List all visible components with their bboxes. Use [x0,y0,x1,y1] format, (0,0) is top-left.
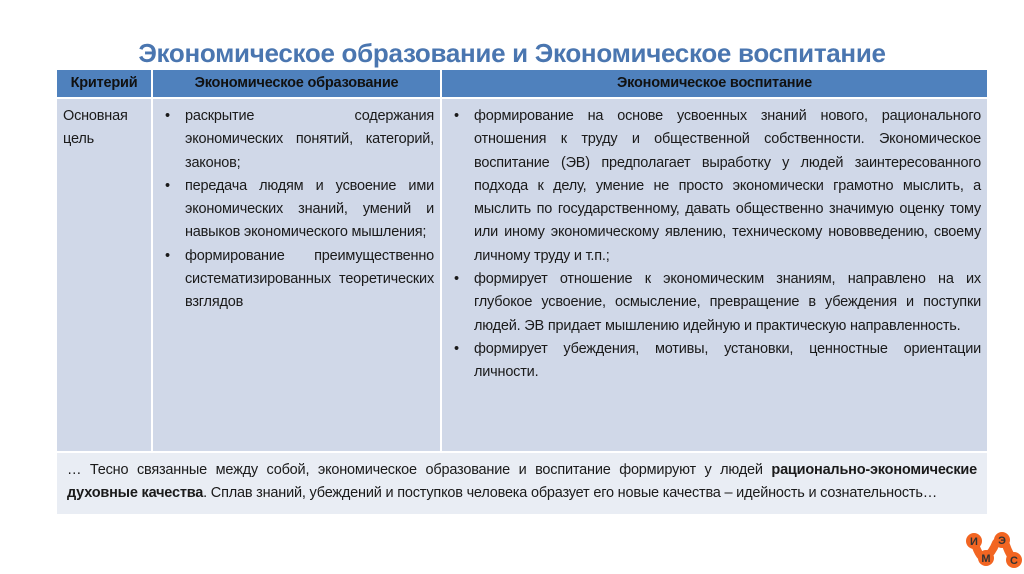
header-education: Экономическое образование [152,70,441,98]
education-cell [152,98,441,452]
list-item: • формирование на основе усвоенных знаний нового, рационального отношения к труду и общественной собственности. Экономическое воспитание (ЭВ) предполагает выработку у людей заинтересованного подхода к делу, умение не просто экономически грамотно мыслить, а мыслить по государственному, давать общественно значимую оценку тому или иному экономическому явлению, техническому нововведению, своему личному труду и т.п.; [448,105,981,268]
table-row [57,98,987,452]
summary-text-start: … Тесно связанные между собой, экономическое образование и воспитание формируют у людей [67,462,772,478]
slide-title: Экономическое образование и Экономическое воспитание [138,38,886,68]
header-criterion: Критерий [57,70,152,98]
summary-text-bold: рационально-экономические духовные качества [67,462,977,502]
svg-text:С: С [1010,555,1018,567]
table-header-row [57,70,987,98]
list-item: • формирует убеждения, мотивы, установки, ценностные ориентации личности. [448,338,981,385]
list-item: • формирование преимущественно систематизированных теоретических взглядов [159,245,434,315]
summary-text-end: . Сплав знаний, убеждений и поступков человека образует его новые качества – идейность и сознательность… [203,485,937,502]
svg-text:Э: Э [998,535,1006,547]
upbringing-cell [441,98,987,452]
comparison-table [57,70,987,514]
svg-text:М: М [981,553,991,565]
imes-logo [962,527,1022,571]
list-item: • формирует отношение к экономическим знаниям, направлено на их глубокое усвоение, осмысление, превращение в убеждения и поступки людей. ЭВ придает мышлению идейную и практическую направленность. [448,268,981,338]
summary-cell [57,452,987,514]
list-item: • раскрытие содержания экономических понятий, категорий, законов; [159,105,434,175]
header-upbringing: Экономическое воспитание [441,70,987,98]
summary-row [57,452,987,514]
criterion-cell: Основная цель [57,98,152,452]
list-item: • передача людям и усвоение ими экономических знаний, умений и навыков экономического мышления; [159,175,434,245]
svg-text:И: И [970,536,978,548]
